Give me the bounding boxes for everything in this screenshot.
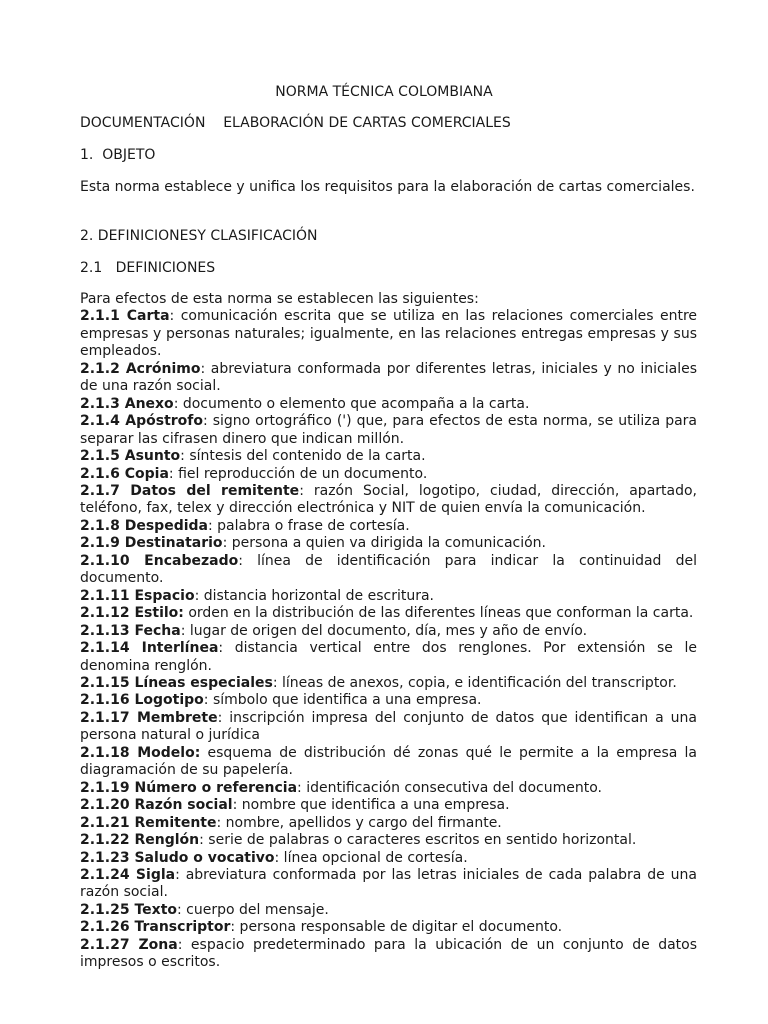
definition-text: : documento o elemento que acompaña a la carta. — [173, 395, 530, 412]
definition-item — [80, 483, 697, 518]
definition-text: : líneas de anexos, copia, e identificación del transcriptor. — [272, 674, 677, 691]
definitions-list — [80, 291, 697, 972]
definition-term: 2.1.7 Datos del remitente — [80, 482, 300, 499]
definition-text: : abreviatura conformada por las letras iniciales de cada palabra de una razón social. — [80, 866, 698, 901]
definition-item — [80, 867, 697, 902]
definition-term: 2.1.26 Transcriptor — [80, 919, 231, 936]
definition-term: 2.1.23 Saludo o vocativo — [80, 849, 275, 866]
definition-item — [80, 466, 697, 483]
definition-item — [80, 448, 697, 465]
definition-item — [80, 902, 697, 919]
section-2-heading: 2. DEFINICIONESY CLASIFICACIÓN — [80, 228, 318, 244]
definition-text: : abreviatura conformada por diferentes letras, iniciales y no iniciales de una razón social. — [80, 360, 697, 395]
definition-item — [80, 605, 697, 622]
definition-text: : cuerpo del mensaje. — [177, 901, 329, 918]
definition-term: 2.1.20 Razón social — [80, 797, 233, 814]
section-1-heading: 1. OBJETO — [80, 147, 156, 163]
definition-term: 2.1.21 Remitente — [80, 814, 217, 831]
definition-term: 2.1.17 Membrete — [80, 709, 218, 726]
definition-item — [80, 937, 697, 972]
definition-term: 2.1.9 Destinatario — [80, 535, 223, 552]
definition-term: 2.1.13 Fecha — [80, 622, 181, 639]
document-subtitle: DOCUMENTACIÓN ELABORACIÓN DE CARTAS COMERCIALES — [80, 115, 511, 131]
definition-term: 2.1.2 Acrónimo — [80, 360, 201, 377]
definition-term: 2.1.18 Modelo: — [80, 744, 201, 761]
definition-term: 2.1.19 Número o referencia — [80, 779, 298, 796]
definition-text: : serie de palabras o caracteres escritos en sentido horizontal. — [199, 832, 637, 849]
definition-text: : símbolo que identifica a una empresa. — [203, 692, 482, 709]
definition-term: 2.1.15 Líneas especiales — [80, 674, 273, 691]
definition-item — [80, 535, 697, 552]
definition-term: 2.1.24 Sigla — [80, 866, 176, 883]
definition-term: 2.1.3 Anexo — [80, 395, 174, 412]
definition-item — [80, 815, 697, 832]
definition-item — [80, 413, 697, 448]
definition-item — [80, 640, 697, 675]
definition-term: 2.1.22 Renglón — [80, 832, 200, 849]
definition-text: : distancia vertical entre dos renglones. Por extensión se le denomina renglón. — [80, 640, 697, 674]
section-1-text: Esta norma establece y unifica los requisitos para la elaboración de cartas comerciales. — [80, 179, 695, 195]
definition-text: : identificación consecutiva del documento. — [297, 779, 602, 796]
definition-text: : fiel reproducción de un documento. — [168, 465, 428, 482]
definition-term: 2.1.14 Interlínea — [80, 640, 219, 657]
definition-text: : síntesis del contenido de la carta. — [180, 448, 426, 465]
definition-item — [80, 396, 697, 413]
definition-text: : nombre, apellidos y cargo del firmante. — [216, 814, 502, 831]
definitions-intro: Para efectos de esta norma se establecen las siguientes: — [80, 291, 479, 307]
definition-item — [80, 919, 697, 936]
definition-term: 2.1.5 Asunto — [80, 448, 181, 465]
definition-item — [80, 308, 697, 360]
definition-item — [80, 832, 697, 849]
definition-item — [80, 588, 697, 605]
definition-text: : distancia horizontal de escritura. — [194, 587, 434, 604]
definition-text: : línea de identificación para indicar la continuidad del documento. — [80, 552, 697, 587]
definition-text: : comunicación escrita que se utiliza en las relaciones comerciales entre empresas y personas naturales; igualmente, en las relaciones entregas empresas y sus empleados. — [80, 308, 698, 360]
definition-term: 2.1.4 Apóstrofo — [80, 413, 203, 430]
definition-text: : lugar de origen del documento, día, mes y año de envío. — [180, 622, 588, 639]
section-2-1-heading: 2.1 DEFINICIONES — [80, 260, 216, 276]
definition-item — [80, 710, 697, 745]
definition-item — [80, 675, 697, 692]
definition-term: 2.1.27 Zona — [80, 936, 178, 953]
definition-term: 2.1.6 Copia — [80, 465, 169, 482]
definition-term: 2.1.25 Texto — [80, 901, 178, 918]
definition-term: 2.1.16 Logotipo — [80, 692, 204, 709]
definition-item — [80, 623, 697, 640]
definition-term: 2.1.11 Espacio — [80, 587, 195, 604]
definition-term: 2.1.10 Encabezado — [80, 552, 239, 569]
definition-term: 2.1.8 Despedida — [80, 517, 208, 534]
definition-item — [80, 780, 697, 797]
definition-text: : razón Social, logotipo, ciudad, dirección, apartado, teléfono, fax, telex y dirección electrónica y NIT de quien envía la comunicación. — [80, 482, 698, 517]
definition-text: orden en la distribución de las diferentes líneas que conforman la carta. — [183, 605, 694, 622]
definition-text: : nombre que identifica a una empresa. — [232, 797, 510, 814]
definition-text: : espacio predeterminado para la ubicación de un conjunto de datos impresos o escritos. — [80, 936, 698, 971]
definition-text: : palabra o frase de cortesía. — [208, 517, 410, 534]
definition-item — [80, 850, 697, 867]
definition-text: : línea opcional de cortesía. — [274, 849, 468, 866]
definition-text: : inscripción impresa del conjunto de datos que identifican a una persona natural o jurídica — [80, 709, 697, 744]
definition-text: esquema de distribución dé zonas qué le permite a la empresa la diagramación de su papelería. — [80, 744, 697, 779]
definition-item — [80, 518, 697, 535]
definition-term: 2.1.1 Carta — [80, 308, 170, 325]
definition-text: : signo ortográfico (') que, para efectos de esta norma, se utiliza para separar las cifrasen dinero que indican millón. — [80, 413, 697, 447]
document-title: NORMA TÉCNICA COLOMBIANA — [275, 84, 493, 100]
definition-item — [80, 797, 697, 814]
definition-item — [80, 692, 697, 709]
definition-item — [80, 745, 697, 780]
definition-text: : persona responsable de digitar el documento. — [230, 919, 563, 936]
definition-term: 2.1.12 Estilo: — [80, 605, 184, 622]
definition-item — [80, 553, 697, 588]
definition-item — [80, 361, 697, 396]
definition-text: : persona a quien va dirigida la comunicación. — [222, 535, 546, 552]
